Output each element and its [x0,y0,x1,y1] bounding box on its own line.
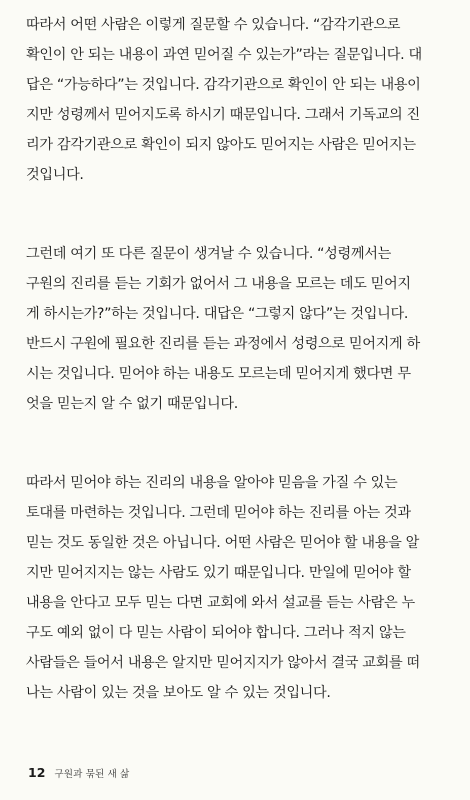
text-line: 게 하시는가?”하는 것입니다. 대답은 “그렇지 않다”는 것입니다. [26,306,408,322]
text-line: 지만 성령께서 믿어지도록 하시기 때문입니다. 그래서 기독교의 진 [26,107,420,123]
paragraph-2 [26,239,446,419]
page-number: 12 [28,765,46,780]
text-line: 답은 “가능하다”는 것입니다. 감각기관으로 확인이 안 되는 내용이 [26,77,421,93]
text-line: 반드시 구원에 필요한 진리를 듣는 과정에서 성령으로 믿어지게 하 [26,336,420,352]
body-text [26,10,446,757]
text-line: 사람들은 들어서 내용은 알지만 믿어지지가 않아서 결국 교회를 떠 [26,655,420,671]
paragraph-1 [26,10,446,190]
text-line: 내용을 안다고 모두 믿는 다면 교회에 와서 설교를 듣는 사람은 누 [26,595,415,611]
paragraph-3 [26,468,446,708]
text-line: 리가 감각기관으로 확인이 되지 않아도 믿어지는 사람은 믿어지는 [26,137,416,153]
text-line: 엇을 믿는지 알 수 없기 때문입니다. [26,396,238,412]
text-line: 지만 믿어지지는 않는 사람도 있기 때문입니다. 만일에 믿어야 할 [26,565,411,581]
text-line: 따라서 어떤 사람은 이렇게 질문할 수 있습니다. “감각기관으로 [26,17,401,33]
text-line: 구도 예외 없이 다 믿는 사람이 되어야 합니다. 그러나 적지 않는 [26,625,406,641]
text-line: 확인이 안 되는 내용이 과연 믿어질 수 있는가”라는 질문입니다. 대 [26,47,422,63]
text-line: 구원의 진리를 듣는 기회가 없어서 그 내용을 모르는 데도 믿어지 [26,276,411,292]
text-line: 믿는 것도 동일한 것은 아닙니다. 어떤 사람은 믿어야 할 내용을 알 [26,535,419,551]
text-line: 토대를 마련하는 것입니다. 그런데 믿어야 하는 진리를 아는 것과 [26,505,411,521]
text-line: 시는 것입니다. 믿어야 하는 내용도 모르는데 믿어지게 했다면 무 [26,366,411,382]
page-footer [28,764,129,782]
text-line: 따라서 믿어야 하는 진리의 내용을 알아야 믿음을 가질 수 있는 [26,475,398,491]
running-title: 구원과 묶된 새 삶 [54,769,130,780]
text-line: 것입니다. [26,167,84,183]
text-line: 그런데 여기 또 다른 질문이 생겨날 수 있습니다. “성령께서는 [26,246,391,262]
text-line: 나는 사람이 있는 것을 보아도 알 수 있는 것입니다. [26,685,331,701]
